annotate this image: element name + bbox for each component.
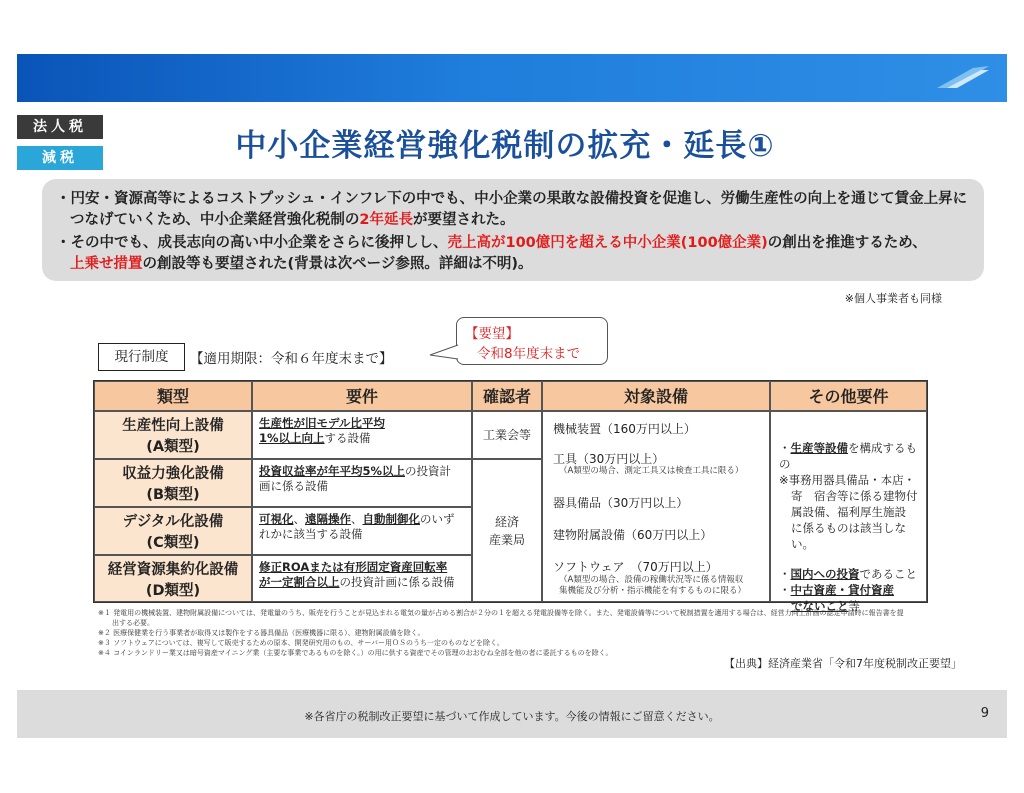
other-item-domestic: ・国内への投資であること [779, 567, 917, 581]
current-period: 【適用期限：令和６年度末まで】 [190, 351, 393, 367]
footer-bar [17, 690, 1007, 738]
header-confirmer: 確認者 [472, 381, 542, 411]
footer-disclaimer: ※各省庁の税制改正要望に基づいて作成しています。今後の情報にご留意ください。 [304, 710, 720, 723]
summary-line-3: ・その中でも、成長志向の高い中小企業をさらに後押しし、売上高が100億円を超える中小企業(100億企業)の創出を推進するため、 [56, 235, 927, 251]
summary-box [42, 179, 984, 281]
source-citation: 【出典】経済産業省「令和7年度税制改正要望」 [724, 657, 962, 670]
footnote-3: ※３ ソフトウェアについては、複写して販売するための原本、開発研究用のもの、サーバー用ＯＳのうち一定のものなどを除く。 [98, 639, 504, 647]
page-title: 中小企業経営強化税制の拡充・延長① [235, 128, 775, 164]
other-requirements [770, 411, 927, 613]
type-a: 生産性向上設備 (A類型) [94, 411, 252, 459]
footnote-1: ※１ 発電用の機械装置、建物附属設備については、発電量のうち、販売を行うことが見込まれる電気の量が占める割合が２分の１を超える発電設備等を除く。また、発電設備等について税制措置を適用する場合は、経営力向上計画の認定申請時に報告書を提 [98, 609, 904, 617]
requirement-d: 修正ROAまたは有形固定資産回転率 が一定割合以上の投資計画に係る設備 [252, 555, 472, 602]
header-requirement: 要件 [252, 381, 472, 411]
confirmer-bcd: 経済 産業局 [472, 459, 542, 602]
footnote-1-cont: 出する必要。 [98, 619, 154, 627]
tax-category-tag: 法人税 [17, 115, 103, 139]
individual-note: ※個人事業者も同様 [844, 292, 942, 305]
equipment-building: 建物附属設備（60万円以上） [553, 528, 713, 542]
equipment-software: ソフトウェア （70万円以上） [553, 560, 718, 574]
request-value: 令和8年度末まで [477, 346, 581, 362]
page-number: 9 [980, 706, 989, 721]
request-label: 【要望】 [465, 326, 519, 342]
equipment-machinery: 機械装置（160万円以上） [553, 422, 696, 436]
header-other: その他要件 [770, 381, 927, 411]
footnote-4: ※４ コインランドリー業又は暗号資産マイニング業（主要な事業であるものを除く。）の用に供する資産でその管理のおおむね全部を他の者に委託するものを除く。 [98, 649, 613, 657]
footnote-2: ※２ 医療保健業を行う事業者が取得又は製作をする器具備品（医療機器に限る）、建物附属設備を除く。 [98, 629, 425, 637]
header-type: 類型 [94, 381, 252, 411]
other-item-used-assets-cont: でないこと等 [791, 599, 860, 613]
footnotes [98, 608, 928, 658]
equipment-tools-note: （A類型の場合、測定工具又は検査工具に限る） [559, 466, 744, 476]
equipment-fixtures: 器具備品（30万円以上） [553, 496, 689, 510]
equipment-software-note-1: （A類型の場合、設備の稼働状況等に係る情報収 [559, 575, 744, 585]
requirement-b: 投資収益率が年平均5%以上の投資計 画に係る設備 [252, 459, 472, 507]
equipment-tools: 工具（30万円以上） [553, 452, 665, 466]
confirmer-a: 工業会等 [472, 411, 542, 459]
type-d: 経営資源集約化設備 (D類型) [94, 555, 252, 602]
other-exclusion-2: 寄 宿舎等に係る建物付 [791, 489, 918, 503]
logo-stripes-icon [933, 62, 989, 92]
tax-effect-tag: 減税 [17, 146, 103, 170]
header-band [17, 54, 1007, 102]
callout-pointer-icon [428, 343, 462, 363]
other-exclusion-1: ※事務用器具備品・本店・ [779, 473, 916, 487]
summary-line-2: つなげていくため、中小企業経営強化税制の2年延長が要望された。 [70, 212, 515, 228]
type-c: デジタル化設備 (C類型) [94, 507, 252, 555]
other-exclusion-3: 属設備、福利厚生施設 [791, 505, 906, 519]
current-system-label: 現行制度 [98, 343, 185, 371]
requirement-a: 生産性が旧モデル比平均 1%以上向上する設備 [252, 411, 472, 459]
header-equipment: 対象設備 [542, 381, 770, 411]
equipment-list [542, 411, 770, 602]
other-item-used-assets: ・中古資産・貸付資産 [779, 583, 894, 597]
type-b: 収益力強化設備 (B類型) [94, 459, 252, 507]
requirement-c: 可視化、遠隔操作、自動制御化のいず れかに該当する設備 [252, 507, 472, 555]
request-callout [456, 317, 608, 365]
summary-line-1: ・円安・資源高等によるコストプッシュ・インフレ下の中でも、中小企業の果敢な設備投資を促進し、労働生産性の向上を通じて賃金上昇に [56, 191, 968, 207]
other-exclusion-4: に係るものは該当しない。 [791, 521, 906, 551]
other-item-production: ・生産等設備を構成するもの [779, 441, 917, 471]
summary-line-4: 上乗せ措置の創設等も要望された(背景は次ページ参照。詳細は不明)。 [70, 256, 533, 272]
equipment-software-note-2: 集機能及び分析・指示機能を有するものに限る） [559, 586, 747, 596]
